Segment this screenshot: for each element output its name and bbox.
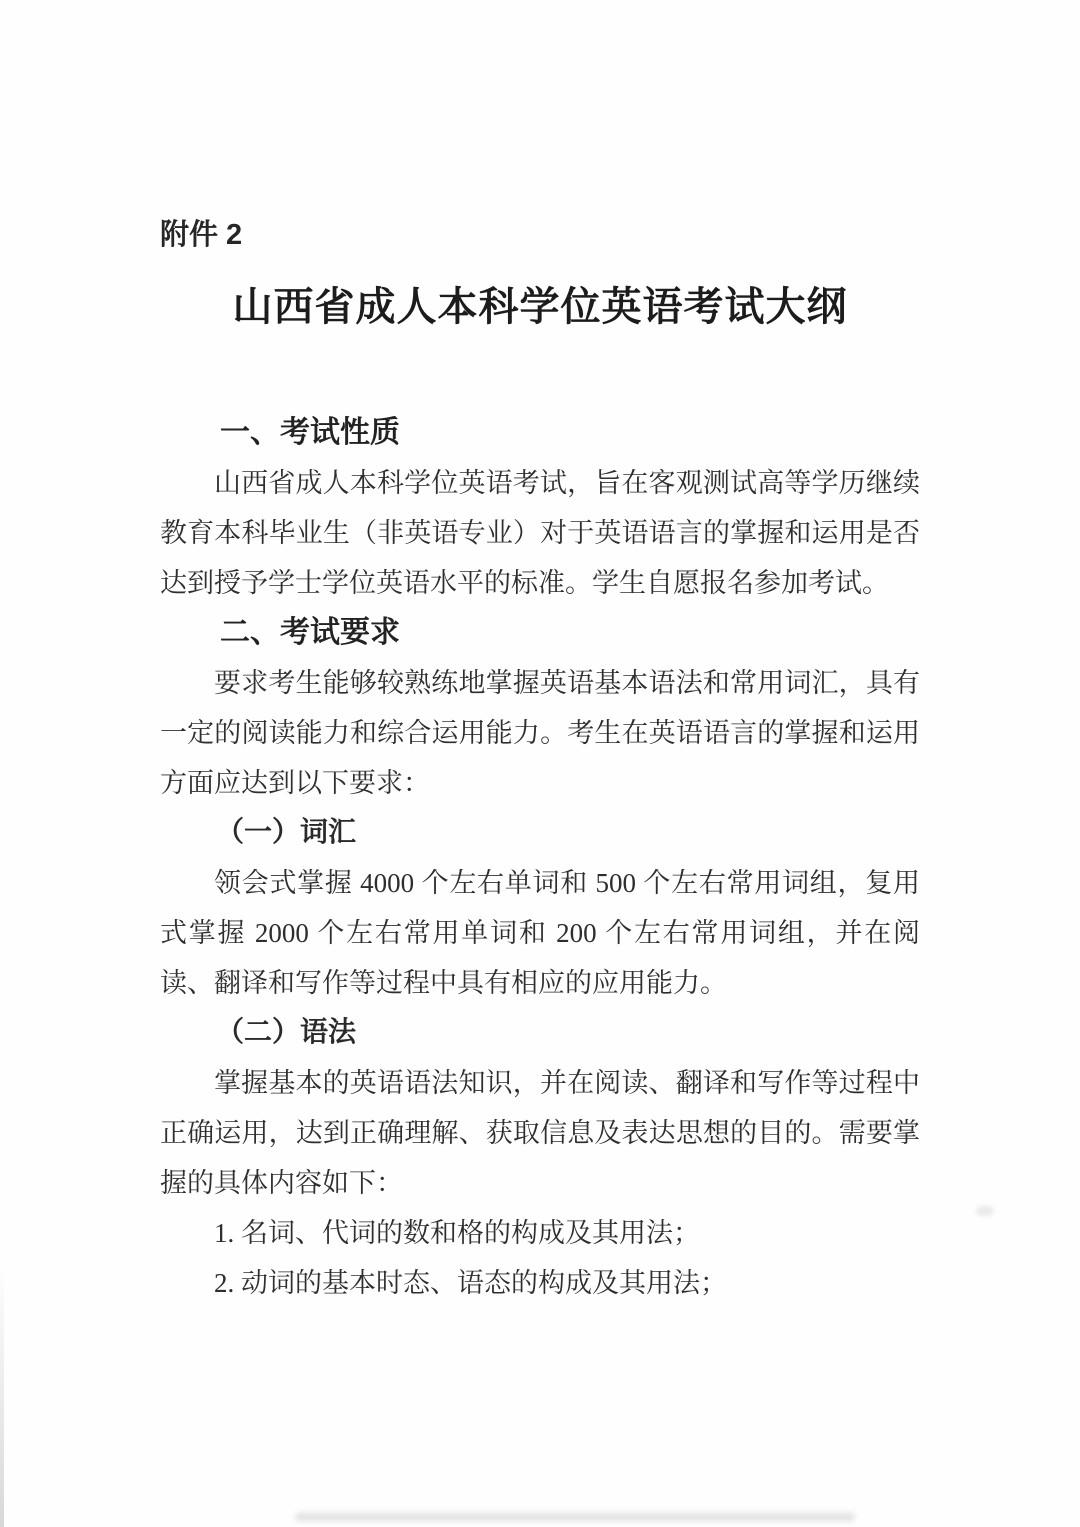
list-item-verb-tenses: 2. 动词的基本时态、语态的构成及其用法； [214,1268,727,1298]
document-content [160,408,920,1308]
list-item-nouns-pronouns: 1. 名词、代词的数和格的构成及其用法； [214,1218,700,1248]
paragraph-exam-requirements: 要求考生能够较熟练地掌握英语基本语法和常用词汇，具有一定的阅读能力和综合运用能力。考生在英语语言的掌握和运用方面应达到以下要求： [160,668,920,798]
attachment-label: 附件 2 [160,219,243,251]
grammar-list [160,1208,920,1308]
subsection-heading-vocabulary: （一）词汇 [216,817,357,848]
section-heading-exam-requirements: 二、考试要求 [220,616,400,649]
paragraph-grammar: 掌握基本的英语语法知识，并在阅读、翻译和写作等过程中正确运用，达到正确理解、获取信息及表达思想的目的。需要掌握的具体内容如下： [160,1068,920,1198]
subsection-heading-grammar: （二）语法 [216,1017,357,1048]
scan-artifact-bottom-smudge [295,1513,855,1521]
paragraph-exam-nature: 山西省成人本科学位英语考试，旨在客观测试高等学历继续教育本科毕业生（非英语专业）对于英语语言的掌握和运用是否达到授予学士学位英语水平的标准。学生自愿报名参加考试。 [160,468,920,598]
document-title: 山西省成人本科学位英语考试大纲 [232,285,848,329]
section-heading-exam-nature: 一、考试性质 [220,416,400,449]
paragraph-vocabulary: 领会式掌握 4000 个左右单词和 500 个左右常用词组，复用式掌握 2000 个左右常用单词和 200 个左右常用词组，并在阅读、翻译和写作等过程中具有相应的应用能力。 [160,868,920,998]
